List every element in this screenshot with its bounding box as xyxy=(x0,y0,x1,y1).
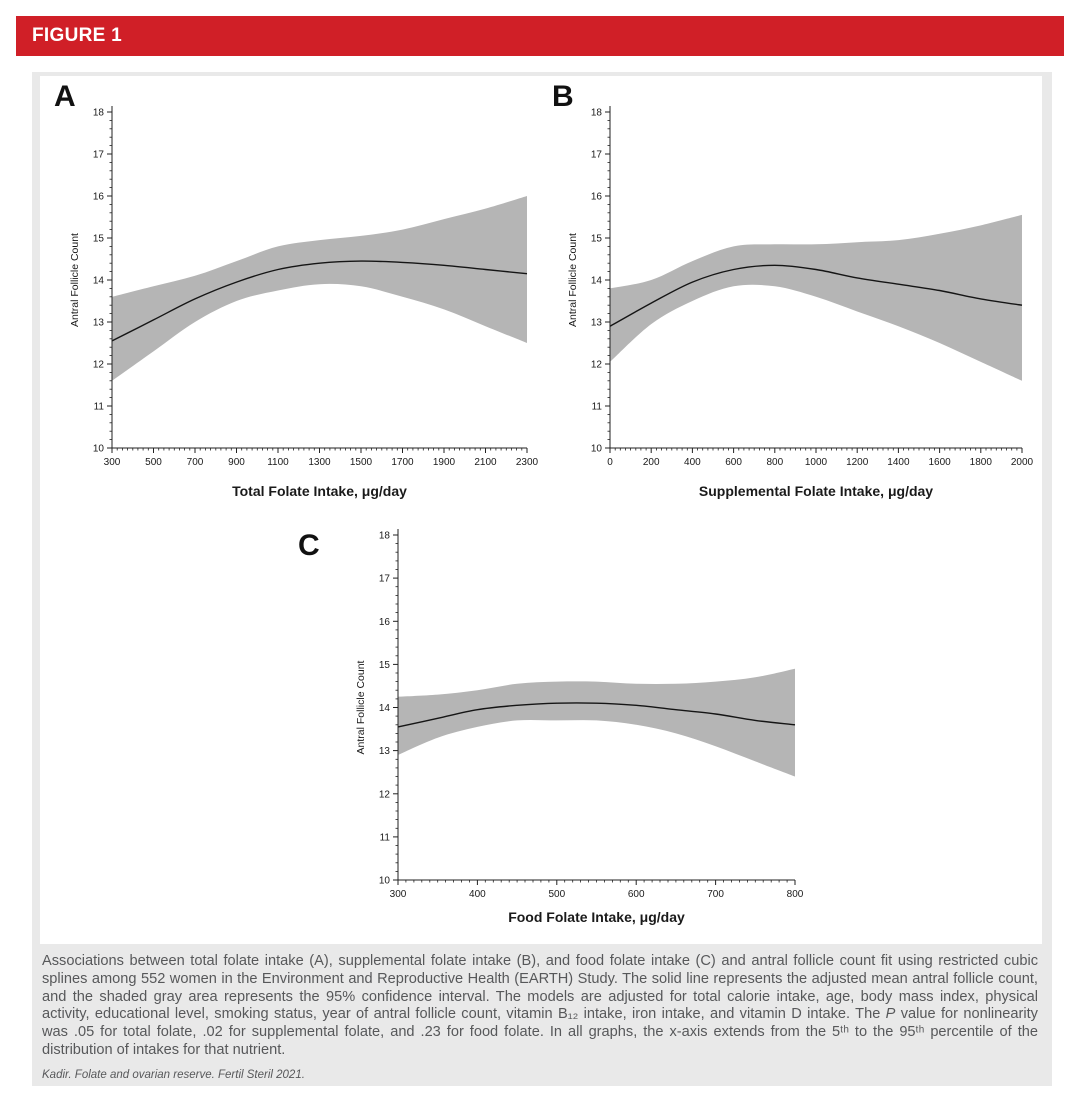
svg-text:1900: 1900 xyxy=(432,457,456,468)
figure-header-bar xyxy=(16,16,1064,56)
caption-text-2: value for nonlinearity was .05 for total folate, .02 for supplemental folate, and .23 for food folate. In all graphs, the x-axis extends from the 5ᵗʰ to the 95ᵗʰ percentile of the distribution of intakes for that nutrient. xyxy=(42,1006,1038,1058)
svg-text:1700: 1700 xyxy=(391,457,414,468)
svg-text:12: 12 xyxy=(378,789,390,801)
figure-citation: Kadir. Folate and ovarian reserve. Fertil Steril 2021. xyxy=(42,1068,305,1081)
svg-text:16: 16 xyxy=(92,191,104,203)
panel-label-a: A xyxy=(54,80,76,113)
svg-text:15: 15 xyxy=(92,233,104,245)
svg-text:2000: 2000 xyxy=(1010,457,1034,468)
svg-text:900: 900 xyxy=(228,457,245,468)
svg-text:1000: 1000 xyxy=(804,457,828,468)
svg-text:10: 10 xyxy=(590,443,602,455)
svg-text:0: 0 xyxy=(607,457,613,468)
svg-text:18: 18 xyxy=(92,107,104,119)
figure-title: FIGURE 1 xyxy=(32,25,123,46)
svg-text:500: 500 xyxy=(145,457,162,468)
y-axis-title: Antral Follicle Count xyxy=(355,660,367,755)
svg-text:17: 17 xyxy=(590,149,602,161)
svg-text:600: 600 xyxy=(627,889,645,900)
svg-text:11: 11 xyxy=(379,832,390,844)
svg-text:400: 400 xyxy=(469,889,486,900)
svg-text:1300: 1300 xyxy=(308,457,331,468)
svg-text:1600: 1600 xyxy=(928,457,951,468)
svg-text:200: 200 xyxy=(642,457,660,468)
svg-text:1200: 1200 xyxy=(846,457,869,468)
svg-text:10: 10 xyxy=(378,875,390,887)
svg-text:600: 600 xyxy=(725,457,742,468)
svg-text:13: 13 xyxy=(590,317,602,329)
svg-text:400: 400 xyxy=(684,457,701,468)
confidence-band xyxy=(112,196,527,381)
panel-b-chart xyxy=(538,76,1043,508)
x-axis-title: Total Folate Intake, μg/day xyxy=(232,483,407,499)
panel-a-svg xyxy=(40,76,550,508)
svg-text:800: 800 xyxy=(786,889,804,900)
svg-text:500: 500 xyxy=(548,889,566,900)
svg-text:13: 13 xyxy=(378,746,390,758)
caption-italic-p: P xyxy=(885,1006,896,1023)
svg-text:300: 300 xyxy=(103,457,121,468)
caption-text-1: Associations between total folate intake (A), supplemental folate intake (B), and food folate intake (C) and antral follicle count fit using restricted cubic splines among 552 women in the Environment and Reproductive Health (EARTH) Study. The solid line represents the adjusted mean antral follicle count, and the shaded gray area represents the 95% confidence interval. The models are adjusted for total calorie intake, age, body mass index, physical activity, educational level, smoking status, year of antral follicle count, vitamin B₁₂ intake, iron intake, and vitamin D intake. The xyxy=(42,953,1038,1023)
svg-text:16: 16 xyxy=(590,191,602,203)
svg-text:16: 16 xyxy=(378,616,390,628)
svg-text:14: 14 xyxy=(92,275,104,287)
svg-text:700: 700 xyxy=(186,457,204,468)
svg-text:17: 17 xyxy=(92,149,104,161)
svg-text:13: 13 xyxy=(92,317,104,329)
svg-text:18: 18 xyxy=(378,530,390,542)
y-axis-title: Antral Follicle Count xyxy=(69,233,81,327)
panel-label-c: C xyxy=(298,529,320,562)
panel-label-b: B xyxy=(552,80,574,113)
confidence-band xyxy=(610,215,1022,381)
svg-text:700: 700 xyxy=(707,889,724,900)
panel-c-svg xyxy=(270,501,810,944)
svg-text:15: 15 xyxy=(378,659,390,671)
svg-text:2100: 2100 xyxy=(474,457,497,468)
svg-text:18: 18 xyxy=(590,107,602,119)
svg-text:12: 12 xyxy=(590,359,602,371)
svg-text:300: 300 xyxy=(389,889,407,900)
svg-text:1500: 1500 xyxy=(349,457,373,468)
svg-text:1800: 1800 xyxy=(969,457,992,468)
svg-text:10: 10 xyxy=(92,443,104,455)
svg-text:11: 11 xyxy=(591,401,602,413)
figure-box xyxy=(32,72,1052,1086)
panel-c-chart xyxy=(270,501,810,944)
x-axis-title: Food Folate Intake, μg/day xyxy=(508,909,685,925)
figure-caption xyxy=(42,953,1038,1060)
svg-text:1100: 1100 xyxy=(267,457,289,468)
svg-text:800: 800 xyxy=(766,457,784,468)
svg-text:11: 11 xyxy=(93,401,104,413)
svg-text:15: 15 xyxy=(590,233,602,245)
svg-text:17: 17 xyxy=(378,573,390,585)
panel-a-chart xyxy=(40,76,550,508)
svg-text:2300: 2300 xyxy=(515,457,539,468)
svg-text:14: 14 xyxy=(378,703,390,714)
chart-area xyxy=(40,76,1042,944)
panel-b-svg xyxy=(538,76,1043,508)
x-axis-title: Supplemental Folate Intake, μg/day xyxy=(698,483,934,499)
confidence-band xyxy=(398,669,795,777)
svg-text:14: 14 xyxy=(590,275,602,287)
y-axis-title: Antral Follicle Count xyxy=(567,233,579,327)
svg-text:12: 12 xyxy=(92,359,104,371)
svg-text:1400: 1400 xyxy=(887,457,910,468)
